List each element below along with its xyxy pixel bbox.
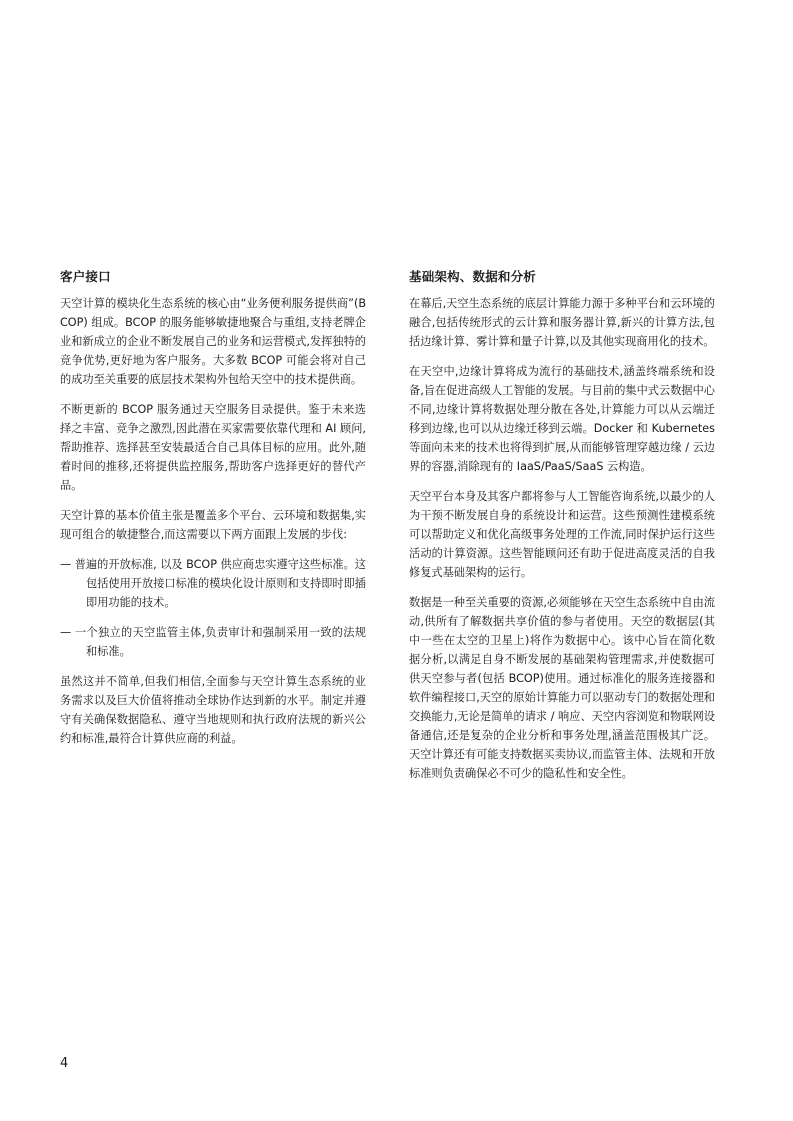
left-column (60, 268, 366, 759)
bullet-regulator: — 一个独立的天空监管主体,负责审计和强制采用一致的法规和标准。 (60, 626, 366, 658)
infrastructure-heading: 基础架构、数据和分析 (409, 269, 537, 284)
customer-interface-heading: 客户接口 (60, 269, 111, 284)
right-column (409, 268, 715, 794)
bullet-open-standards: — 普遍的开放标准, 以及 BCOP 供应商忠实遵守这些标准。这包括使用开放接口标准的模块化设计原则和支持即时即插即用功能的技术。 (60, 558, 366, 609)
left-paragraph-3: 天空计算的基本价值主张是覆盖多个平台、云环境和数据集,实现可组合的敏捷整合,而这需要以下两方面跟上发展的步伐: (60, 509, 366, 541)
right-paragraph-3: 天空平台本身及其客户都将参与人工智能咨询系统,以最少的人为干预不断发展自身的系统设计和运营。这些预测性建模系统可以帮助定义和优化高级事务处理的工作流,同时保护运行这些活动的计算资源。这些智能顾问还有助于促进高度灵活的自我修复式基础架构的运行。 (409, 490, 715, 579)
left-paragraph-1: 天空计算的模块化生态系统的核心由“业务便利服务提供商”(BCOP) 组成。BCOP 的服务能够敏捷地聚合与重组,支持老牌企业和新成立的企业不断发展自己的业务和运营模式,发挥独特的竞争优势,更好地为客户服务。大多数 BCOP 可能会将对自己的成功至关重要的底层技术架构外包给天空中的技术提供商。 (60, 297, 366, 386)
right-paragraph-2: 在天空中,边缘计算将成为流行的基础技术,涵盖终端系统和设备,旨在促进高级人工智能的发展。与目前的集中式云数据中心不同,边缘计算将数据处理分散在各处,计算能力可以从云端迁移到边缘,也可以从边缘迁移到云端。Docker 和 Kubernetes 等面向未来的技术也将得到扩展,从而能够管理穿越边缘 / 云边界的容器,消除现有的 IaaS/PaaS/SaaS 云构造。 (409, 365, 715, 473)
left-paragraph-2: 不断更新的 BCOP 服务通过天空服务目录提供。鉴于未来选择之丰富、竞争之激烈,因此潜在买家需要依靠代理和 AI 顾问,帮助推荐、选择甚至安装最适合自己具体目标的应用。此外,随着时间的推移,还将提供监控服务,帮助客户选择更好的替代产品。 (60, 403, 366, 492)
left-paragraph-4: 虽然这并不简单,但我们相信,全面参与天空计算生态系统的业务需求以及巨大价值将推动全球协作达到新的水平。制定并遵守有关确保数据隐私、遵守当地规则和执行政府法规的新兴公约和标准,最符合计算供应商的利益。 (60, 675, 366, 745)
page-number: 4 (60, 1056, 69, 1071)
right-paragraph-1: 在幕后,天空生态系统的底层计算能力源于多种平台和云环境的融合,包括传统形式的云计算和服务器计算,新兴的计算方法,包括边缘计算、雾计算和量子计算,以及其他实现商用化的技术。 (409, 297, 715, 348)
right-paragraph-4: 数据是一种至关重要的资源,必须能够在天空生态系统中自由流动,供所有了解数据共享价值的参与者使用。天空的数据层(其中一些在太空的卫星上)将作为数据中心。该中心旨在简化数据分析,以满足自身不断发展的基础架构管理需求,并使数据可供天空参与者(包括 BCOP)使用。通过标准化的服务连接器和软件编程接口,天空的原始计算能力可以驱动专门的数据处理和交换能力,无论是简单的请求 / 响应、天空内容浏览和物联网设备通信,还是复杂的企业分析和事务处理,涵盖范围极其广泛。天空计算还有可能支持数据买卖协议,而监管主体、法规和开放标准则负责确保必不可少的隐私性和安全性。 (409, 596, 715, 780)
